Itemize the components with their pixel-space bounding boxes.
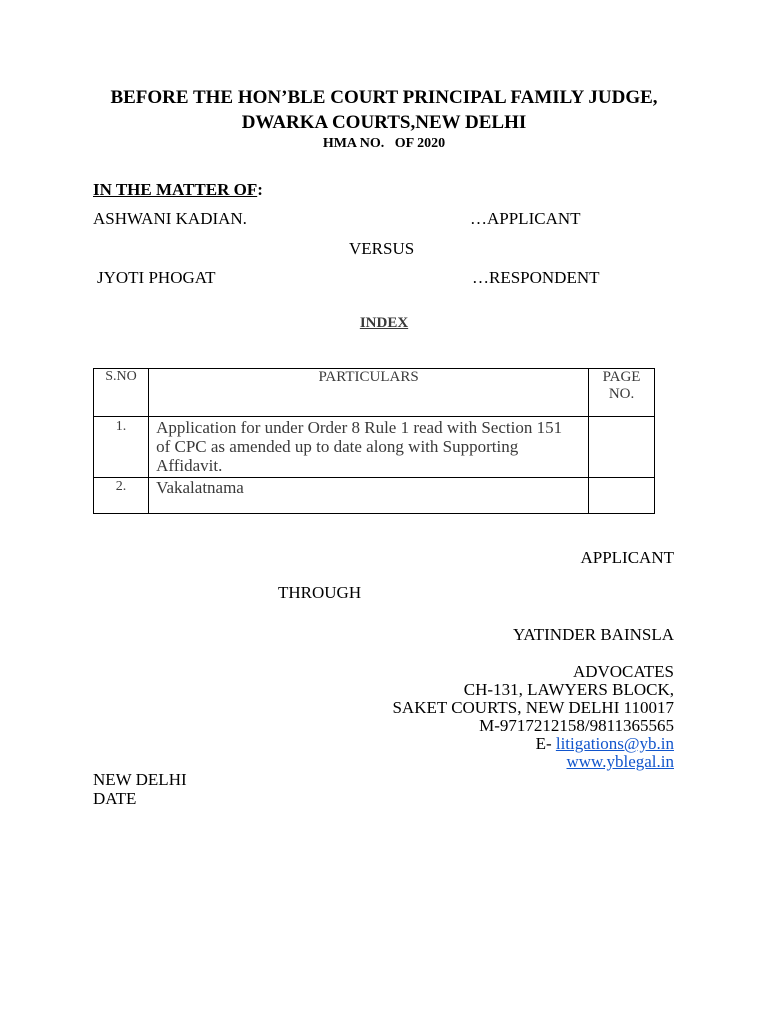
email-prefix: E- [535, 734, 556, 753]
mobile-number: M-9717212158/9811365565 [479, 716, 674, 735]
email-line [536, 734, 674, 754]
court-heading-line2: DWARKA COURTS,NEW DELHI [241, 112, 527, 133]
index-table [93, 368, 655, 514]
table-row [94, 478, 655, 514]
signature-through: THROUGH [278, 583, 362, 602]
index-header-row [94, 369, 655, 417]
row-particulars: Vakalatnama [149, 478, 589, 514]
header-page-no: PAGE NO. [589, 369, 655, 417]
matter-colon: : [257, 180, 263, 199]
header-sno: S.NO [94, 369, 149, 417]
advocates-label: ADVOCATES [572, 662, 674, 681]
matter-label: IN THE MATTER OF [93, 180, 258, 199]
counsel-name: YATINDER BAINSLA [512, 625, 674, 644]
row-page [589, 478, 655, 514]
versus-label: VERSUS [349, 239, 415, 258]
table-row [94, 417, 655, 478]
index-title: INDEX [359, 315, 409, 331]
row-page [589, 417, 655, 478]
respondent-role: …RESPONDENT [472, 268, 600, 287]
email-link[interactable]: litigations@yb.in [555, 734, 674, 753]
case-number: HMA NO. OF 2020 [322, 136, 446, 151]
court-heading-line1: BEFORE THE HON’BLE COURT PRINCIPAL FAMILY JUDGE, [110, 87, 658, 108]
row-sno: 1. [94, 417, 149, 478]
signature-applicant: APPLICANT [580, 548, 674, 567]
applicant-name: ASHWANI KADIAN. [93, 209, 247, 228]
footer-place: NEW DELHI [93, 770, 187, 789]
header-particulars: PARTICULARS [149, 369, 589, 417]
matter-heading [93, 180, 263, 200]
address-line1: CH-131, LAWYERS BLOCK, [463, 680, 674, 699]
address-line2: SAKET COURTS, NEW DELHI 110017 [392, 698, 674, 717]
row-particulars: Application for under Order 8 Rule 1 read with Section 151 of CPC as amended up to date along with Supporting Affidavit. [149, 417, 589, 478]
footer-date: DATE [93, 789, 137, 808]
row-sno: 2. [94, 478, 149, 514]
website-line [567, 752, 675, 772]
respondent-name: JYOTI PHOGAT [97, 268, 216, 287]
website-link[interactable]: www.yblegal.in [566, 752, 674, 771]
applicant-role: …APPLICANT [470, 209, 581, 228]
